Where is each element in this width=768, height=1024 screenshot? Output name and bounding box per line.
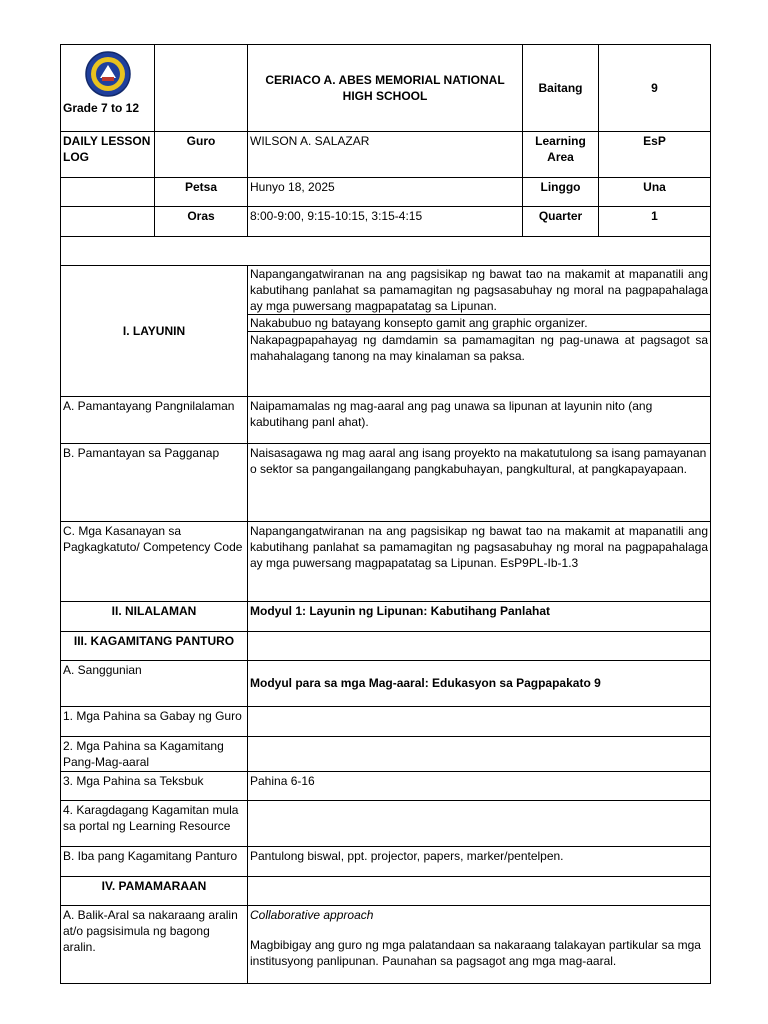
baitang-value: 9 <box>599 45 711 132</box>
iba-label: B. Iba pang Kagamitang Panturo <box>61 847 248 877</box>
layunin-item: Nakapagpapahayag ng damdamin sa pamamagitan ng pag-unawa at pagsagot sa mahahalagang tanong na may kinalaman sa paksa. <box>250 333 708 363</box>
petsa-label: Petsa <box>155 178 248 207</box>
quarter-value: 1 <box>599 207 711 237</box>
blank-header-cell <box>155 45 248 132</box>
blank-cell <box>61 178 155 207</box>
kasanayan-value: Napangangatwiranan na ang pagsisikap ng bawat tao na makamit at mapanatili ang kabutihang panlahat sa pamamagitan ng pagsasabuhay ng moral na pagpapahalaga ay mga puwersang magpapatatag sa Lipunan. EsP9PL-Ib-1.3 <box>248 522 711 602</box>
baitang-label: Baitang <box>523 45 599 132</box>
balik-aral-cell <box>248 906 711 984</box>
guro-value: WILSON A. SALAZAR <box>248 132 523 178</box>
lesson-log-table <box>60 44 711 984</box>
layunin-item: Nakabubuo ng batayang konsepto gamit ang graphic organizer. <box>248 315 710 332</box>
logo-cell <box>61 45 155 132</box>
learning-area-label: Learning Area <box>523 132 599 178</box>
guro-label: Guro <box>155 132 248 178</box>
nilalaman-title: II. NILALAMAN <box>61 602 248 632</box>
pamantayan-a-value: Naipamamalas ng mag-aaral ang pag unawa sa lipunan at layunin nito (ang kabutihang panl ahat). <box>248 397 711 444</box>
oras-value: 8:00-9:00, 9:15-10:15, 3:15-4:15 <box>248 207 523 237</box>
grade-level: Grade 7 to 12 <box>63 101 140 115</box>
approach-label: Collaborative approach <box>250 908 374 922</box>
layunin-item: Napangangatwiranan na ang pagsisikap ng bawat tao na makamit at mapanatili ang kabutihang panlahat sa pamamagitan ng pagsasabuhay ng moral na pagpapahalaga ay mga puwersang magpapatatag sa Lipunan. <box>250 267 708 313</box>
sanggunian-value: Modyul para sa mga Mag-aaral: Edukasyon sa Pagpapakato 9 <box>248 661 711 707</box>
portal-label: 4. Karagdagang Kagamitan mula sa portal ng Learning Resource <box>61 801 248 847</box>
blank-cell <box>248 632 711 661</box>
kasanayan-label: C. Mga Kasanayan sa Pagkagkatuto/ Competency Code <box>61 522 248 602</box>
teksbuk-label: 3. Mga Pahina sa Teksbuk <box>61 772 248 801</box>
iba-value: Pantulong biswal, ppt. projector, papers, marker/pentelpen. <box>248 847 711 877</box>
blank-cell <box>248 801 711 847</box>
quarter-label: Quarter <box>523 207 599 237</box>
blank-cell <box>61 207 155 237</box>
balik-aral-label: A. Balik-Aral sa nakaraang aralin at/o pagsisimula ng bagong aralin. <box>61 906 248 984</box>
nilalaman-value: Modyul 1: Layunin ng Lipunan: Kabutihang Panlahat <box>248 602 711 632</box>
pamantayan-b-label: B. Pamantayan sa Pagganap <box>61 444 248 522</box>
kagamitan-title: III. KAGAMITANG PANTURO <box>61 632 248 661</box>
school-name: CERIACO A. ABES MEMORIAL NATIONAL HIGH SCHOOL <box>248 45 523 132</box>
blank-cell <box>248 737 711 772</box>
pamantayan-b-value: Naisasagawa ng mag aaral ang isang proyekto na makatutulong sa isang pamayanan o sektor sa pangangailangang pangkabuhayan, pangkultural, at pangkapayapaan. <box>248 444 711 522</box>
spacer-row <box>61 237 711 266</box>
linggo-label: Linggo <box>523 178 599 207</box>
sanggunian-label: A. Sanggunian <box>61 661 248 707</box>
pamamaraan-title: IV. PAMAMARAAN <box>61 877 248 906</box>
pamantayan-a-label: A. Pamantayang Pangnilalaman <box>61 397 248 444</box>
oras-label: Oras <box>155 207 248 237</box>
deped-seal-icon <box>78 50 138 98</box>
layunin-items <box>248 266 711 397</box>
learning-area-value: EsP <box>599 132 711 178</box>
log-title: DAILY LESSON LOG <box>61 132 155 178</box>
petsa-value: Hunyo 18, 2025 <box>248 178 523 207</box>
layunin-title: I. LAYUNIN <box>61 266 248 397</box>
blank-cell <box>248 707 711 737</box>
kagamitan-mag-aaral-label: 2. Mga Pahina sa Kagamitang Pang-Mag-aaral <box>61 737 248 772</box>
gabay-label: 1. Mga Pahina sa Gabay ng Guro <box>61 707 248 737</box>
linggo-value: Una <box>599 178 711 207</box>
teksbuk-value: Pahina 6-16 <box>248 772 711 801</box>
balik-aral-value: Magbibigay ang guro ng mga palatandaan sa nakaraang talakayan partikular sa mga institusyong panlipunan. Paunahan sa pagsagot ang mga mag-aaral. <box>250 938 701 968</box>
blank-cell <box>248 877 711 906</box>
